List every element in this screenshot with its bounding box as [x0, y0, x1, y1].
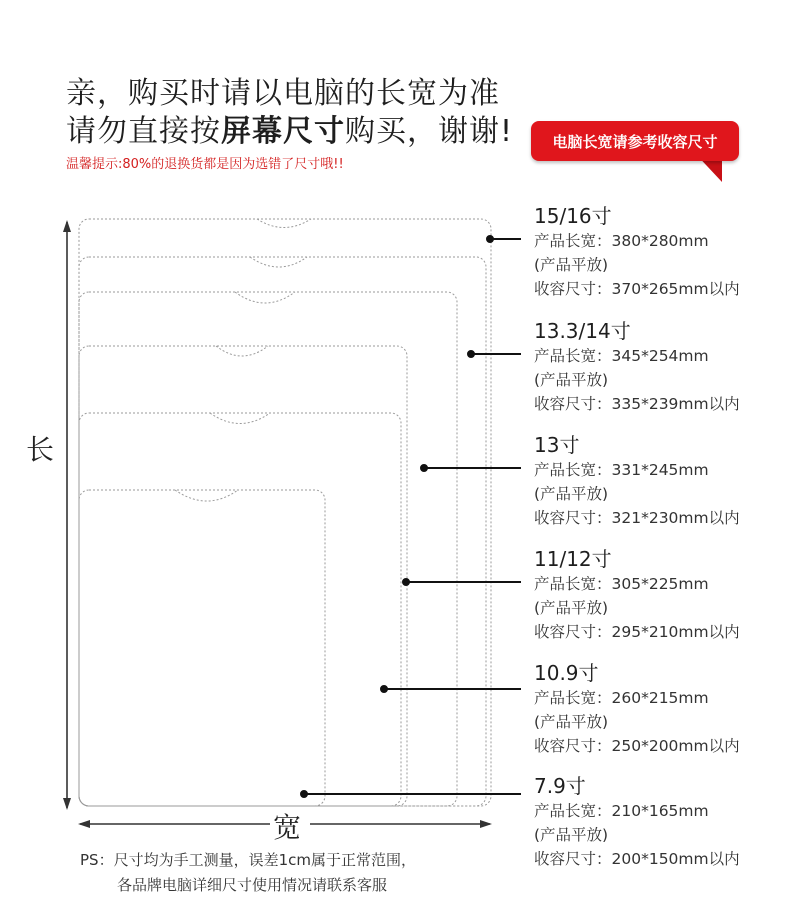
- spec-inner-size: 收容尺寸：200*150mm以内: [534, 850, 740, 868]
- spec-13-3-14: [534, 315, 740, 416]
- spec-flat-note: (产品平放): [534, 485, 609, 503]
- length-label: 长: [26, 433, 55, 466]
- spec-title: 13寸: [534, 433, 580, 457]
- header-line-1: 亲，购买时请以电脑的长宽为准: [66, 76, 500, 111]
- sleeve-11-12-notch: [216, 346, 268, 356]
- header-line-2-suffix: 购买，谢谢!: [345, 114, 514, 149]
- spec-7-9: [534, 770, 740, 871]
- spec-10-9: [534, 657, 740, 758]
- sleeve-11-12: [79, 346, 407, 806]
- width-arrow-left: [78, 820, 90, 828]
- pointer-dot-15-16: [487, 236, 493, 242]
- warning-tip: 温馨提示:80%的退换货都是因为选错了尺寸哦!!: [66, 157, 344, 172]
- spec-inner-size: 收容尺寸：295*210mm以内: [534, 623, 740, 641]
- footer-note-2: 各品牌电脑详细尺寸使用情况请联系客服: [117, 876, 388, 894]
- header-line-2-bold: 屏幕尺寸: [221, 114, 345, 149]
- width-label: 宽: [273, 811, 302, 844]
- pointer-dot-13: [421, 465, 427, 471]
- sleeve-7-9: [79, 490, 325, 806]
- pointer-dot-11-12: [403, 579, 409, 585]
- spec-inner-size: 收容尺寸：321*230mm以内: [534, 509, 740, 527]
- spec-flat-note: (产品平放): [534, 826, 609, 844]
- spec-product-size: 产品长宽：305*225mm: [534, 575, 709, 593]
- spec-product-size: 产品长宽：380*280mm: [534, 232, 709, 250]
- pointer-dot-13-3-14: [468, 351, 474, 357]
- sleeve-7-9-notch: [175, 490, 238, 501]
- spec-inner-size: 收容尺寸：250*200mm以内: [534, 737, 740, 755]
- spec-title: 7.9寸: [534, 774, 586, 798]
- spec-flat-note: (产品平放): [534, 599, 609, 617]
- sleeve-15-16-notch: [257, 219, 311, 228]
- footer-note-1: PS：尺寸均为手工测量，误差1cm属于正常范围，: [80, 851, 416, 869]
- pointer-dot-7-9: [301, 791, 307, 797]
- spec-title: 10.9寸: [534, 661, 599, 685]
- spec-title: 13.3/14寸: [534, 319, 631, 343]
- spec-inner-size: 收容尺寸：335*239mm以内: [534, 395, 740, 413]
- spec-product-size: 产品长宽：345*254mm: [534, 347, 709, 365]
- spec-product-size: 产品长宽：260*215mm: [534, 689, 709, 707]
- width-arrow-right: [480, 820, 492, 828]
- sleeve-10-9-notch: [210, 413, 270, 424]
- spec-flat-note: (产品平放): [534, 256, 609, 274]
- spec-product-size: 产品长宽：210*165mm: [534, 802, 709, 820]
- spec-13: [534, 429, 740, 530]
- pointer-dot-10-9: [381, 686, 387, 692]
- sleeve-15-16: [79, 219, 491, 806]
- spec-flat-note: (产品平放): [534, 371, 609, 389]
- sleeve-13-3-14-notch: [250, 257, 307, 267]
- spec-product-size: 产品长宽：331*245mm: [534, 461, 709, 479]
- reference-badge: 电脑长宽请参考收容尺寸: [531, 121, 739, 161]
- length-arrow-top: [63, 220, 71, 232]
- header-line-2-prefix: 请勿直接按: [66, 114, 221, 149]
- spec-15-16: [534, 200, 740, 301]
- spec-flat-note: (产品平放): [534, 713, 609, 731]
- sleeve-13-notch: [235, 292, 295, 303]
- spec-title: 15/16寸: [534, 204, 612, 228]
- spec-title: 11/12寸: [534, 547, 612, 571]
- sleeve-10-9: [79, 413, 401, 806]
- sleeve-13-3-14: [79, 257, 486, 806]
- sleeve-13: [79, 292, 457, 806]
- length-arrow-bottom: [63, 798, 71, 810]
- spec-11-12: [534, 543, 740, 644]
- spec-inner-size: 收容尺寸：370*265mm以内: [534, 280, 740, 298]
